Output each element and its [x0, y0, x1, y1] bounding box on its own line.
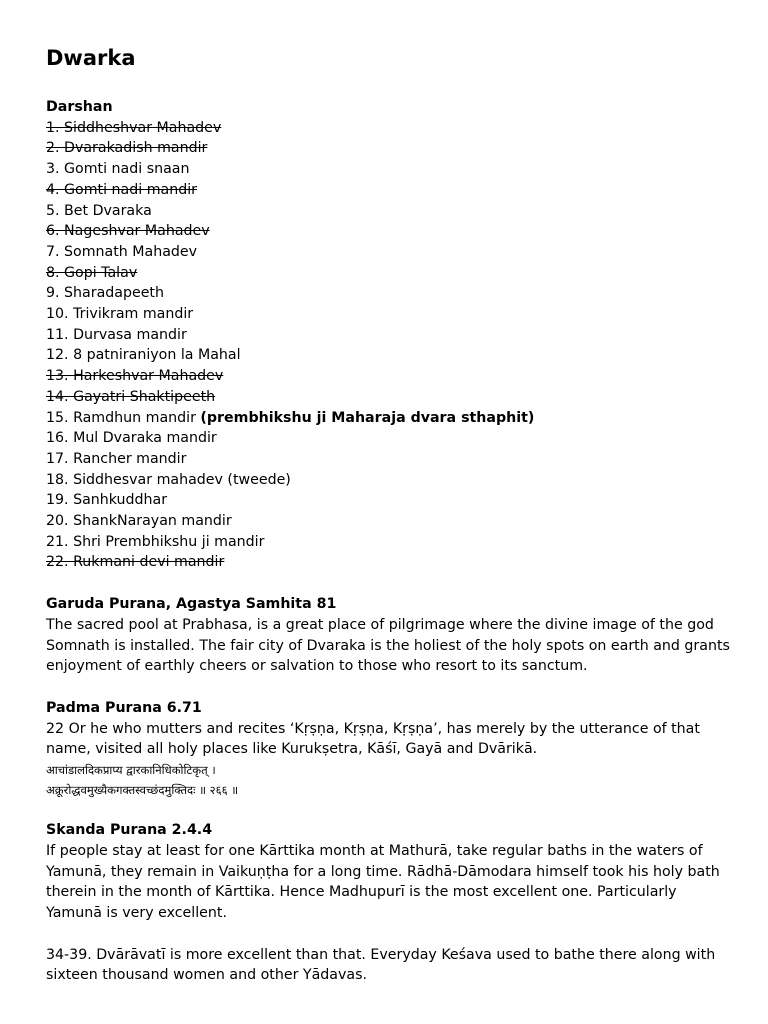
darshan-item	[46, 201, 736, 222]
darshan-item	[46, 325, 736, 346]
darshan-item	[46, 532, 736, 553]
darshan-item	[46, 304, 736, 325]
darshan-item-text: 10. Trivikram mandir	[46, 306, 194, 323]
darshan-item-text: 6. Nageshvar Mahadev	[46, 223, 210, 240]
darshan-item	[46, 138, 736, 159]
skanda-heading: Skanda Purana 2.4.4	[46, 822, 213, 839]
darshan-item	[46, 387, 736, 408]
darshan-list	[46, 118, 736, 573]
darshan-item-text: 13. Harkeshvar Mahadev	[46, 368, 224, 385]
darshan-item	[46, 366, 736, 387]
darshan-item-text: 8. Gopi Talav	[46, 264, 138, 281]
darshan-item-text: 3. Gomti nadi snaan	[46, 161, 190, 178]
darshan-section	[46, 97, 736, 573]
skanda-section	[46, 820, 736, 986]
darshan-item	[46, 221, 736, 242]
garuda-body: The sacred pool at Prabhasa, is a great place of pilgrimage where the divine image of the god Somnath is installed. The fair city of Dvaraka is the holiest of the holy spots on earth and grants enjoyment of earthly cheers or salvation to those who resort to its sanctum.	[46, 616, 730, 675]
darshan-item	[46, 428, 736, 449]
darshan-item-text: 1. Siddheshvar Mahadev	[46, 119, 222, 136]
darshan-item	[46, 449, 736, 470]
padma-section	[46, 698, 736, 800]
darshan-item	[46, 180, 736, 201]
darshan-item-text: 17. Rancher mandir	[46, 450, 187, 467]
darshan-item	[46, 118, 736, 139]
padma-body: 22 Or he who mutters and recites ‘Kṛṣṇa, Kṛṣṇa, Kṛṣṇa’, has merely by the utterance of that name, visited all holy places like Kurukṣetra, Kāśī, Gayā and Dvārikā.	[46, 720, 700, 758]
darshan-item-text: 18. Siddhesvar mahadev (tweede)	[46, 471, 291, 488]
darshan-item	[46, 470, 736, 491]
garuda-heading: Garuda Purana, Agastya Samhita 81	[46, 596, 337, 613]
darshan-item	[46, 490, 736, 511]
skanda-body-2: 34-39. Dvārāvatī is more excellent than that. Everyday Keśava used to bathe there along with sixteen thousand women and other Yādavas.	[46, 946, 716, 984]
darshan-item-text: 11. Durvasa mandir	[46, 326, 187, 343]
darshan-item	[46, 283, 736, 304]
darshan-item	[46, 263, 736, 284]
darshan-item-text: 12. 8 patniraniyon la Mahal	[46, 347, 241, 364]
darshan-item-text: 5. Bet Dvaraka	[46, 202, 152, 219]
page-title: Dwarka	[46, 46, 136, 70]
darshan-item-note: (prembhikshu ji Maharaja dvara sthaphit)	[200, 409, 535, 426]
garuda-section	[46, 594, 736, 677]
darshan-item	[46, 408, 736, 429]
darshan-item-text: 9. Sharadapeeth	[46, 285, 164, 302]
darshan-item-text: 7. Somnath Mahadev	[46, 243, 198, 260]
sanskrit-verse-line-1: आचांडालदिकप्राप्य द्वारकानिधिकोटिकृत् ।	[46, 763, 216, 778]
darshan-item	[46, 242, 736, 263]
darshan-item-text: 4. Gomti nadi mandir	[46, 181, 197, 198]
darshan-item-text: 2. Dvarakadish mandir	[46, 140, 208, 157]
padma-heading: Padma Purana 6.71	[46, 699, 202, 716]
skanda-body: If people stay at least for one Kārttika month at Mathurā, take regular baths in the waters of Yamunā, they remain in Vaikuṇṭha for a long time. Rādhā-Dāmodara himself took his holy bath therein in the month of Kārttika. Hence Madhupurī is the most excellent one. Particularly Yamunā is very excellent.	[46, 842, 720, 921]
document-page	[46, 44, 736, 986]
darshan-item-text: 21. Shri Prembhikshu ji mandir	[46, 533, 265, 550]
darshan-item	[46, 159, 736, 180]
darshan-item-text: 14. Gayatri Shaktipeeth	[46, 388, 216, 405]
darshan-item-text: 15. Ramdhun mandir	[46, 409, 201, 426]
darshan-item-text: 20. ShankNarayan mandir	[46, 513, 232, 530]
darshan-item	[46, 552, 736, 573]
darshan-heading: Darshan	[46, 99, 113, 115]
darshan-item-text: 16. Mul Dvaraka mandir	[46, 430, 217, 447]
darshan-item-text: 19. Sanhkuddhar	[46, 492, 168, 509]
darshan-item-text: 22. Rukmani devi mandir	[46, 554, 225, 571]
sanskrit-verse-line-2: अक्रूरोद्धवमुख्यैकगक्तस्वच्छंदमुक्तिदः ॥ २६६ ॥	[46, 783, 239, 798]
darshan-item	[46, 511, 736, 532]
darshan-item	[46, 345, 736, 366]
